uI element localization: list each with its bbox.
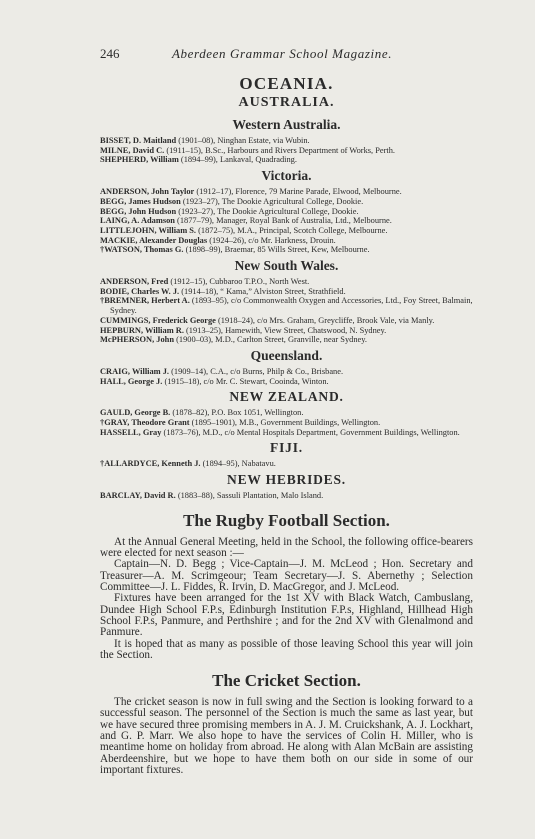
entry-details: (1901–08), Ninghan Estate, via Wubin. (176, 136, 310, 145)
entry-details: (1894–99), Lankaval, Quadrading. (178, 155, 297, 165)
entry-name: CUMMINGS, Frederick George (100, 315, 216, 325)
entry-list (100, 459, 473, 469)
list-item (100, 277, 473, 287)
group-heading: Western Australia. (232, 117, 341, 132)
entry-name: HASSELL, Gray (100, 427, 162, 437)
group-heading: FIJI. (270, 440, 303, 456)
list-item (100, 377, 473, 387)
journal-title: Aberdeen Grammar School Magazine. (172, 46, 393, 61)
rugby-section (100, 511, 473, 661)
rugby-paragraph: Fixtures have been arranged for the 1st XV with Black Watch, Cambuslang, Dundee High School F.P.s, Edinburgh Institution F.P.s, Highland, Hillhead High School F.P.s, Panmure, and Perthshire ; and for the 2nd XV with Glenalmond and Panmure. (100, 592, 473, 639)
entry-name: MILNE, David C. (100, 145, 165, 155)
entry-details: (1923–27), The Dookie Agricultural College, Dookie. (176, 206, 359, 216)
entry-list (100, 136, 473, 165)
list-item (100, 236, 473, 246)
entry-name: ANDERSON, Fred (100, 277, 169, 287)
entry-details: (1893–95), c/o Commonwealth Oxygen and Accessories, Ltd., Foy Street, Balmain, Sydney. (110, 296, 473, 316)
group-heading: NEW HEBRIDES. (227, 472, 346, 488)
entry-details: (1924–26), c/o Mr. Harkness, Drouin. (207, 235, 336, 245)
rugby-paragraph: At the Annual General Meeting, held in the School, the following office-bearers were elected for next season :— (100, 535, 473, 560)
list-item (100, 136, 473, 146)
group-heading: Queensland. (250, 347, 323, 363)
entry-name: BEGG, James Hudson (100, 196, 181, 206)
entry-details: (1873–76), M.D., c/o Mental Hospitals Department, Government Buildings, Wellington. (161, 427, 460, 437)
list-item (100, 408, 473, 418)
list-item (100, 197, 473, 207)
entry-list (100, 491, 473, 501)
entry-details: (1912–15), Cubbaroo T.P.O., North West. (168, 277, 310, 287)
list-item (100, 146, 473, 156)
group-heading: NEW ZEALAND. (229, 389, 344, 405)
entry-details: (1895–1901), M.B., Government Buildings, Wellington. (189, 418, 381, 428)
entry-details: (1872–75), M.A., Principal, Scotch College, Melbourne. (196, 225, 388, 235)
entry-details: (1900–03), M.D., Carlton Street, Granville, near Sydney. (174, 335, 367, 345)
address-groups (100, 116, 473, 501)
entry-name: BEGG, John Hudson (100, 206, 177, 216)
entry-list (100, 408, 473, 437)
entry-details: (1914–18), “ Kama,” Alviston Street, Strathfield. (179, 286, 346, 296)
cricket-paragraph: The cricket season is now in full swing and the Section is looking forward to a successful season. The personnel of the Section is much the same as last year, but we have secured three promising members in A. J. M. Cruickshank, A. J. Lockhart, and G. P. Marr. We also hope to have the services of Colin H. Miller, who is meantime home on holiday from abroad. He along with Alan McBain are assisting Aberdeenshire, but we hope to have them both on our side in some of our important fixtures. (100, 696, 473, 776)
entry-name: ANDERSON, John Taylor (100, 187, 195, 197)
list-item (100, 326, 473, 336)
entry-name: BISSET, D. Maitland (100, 136, 177, 145)
entry-name: MACKIE, Alexander Douglas (100, 235, 208, 245)
entry-details: (1913–25), Hamewith, View Street, Chatswood, N. Sydney. (183, 325, 387, 335)
list-item (100, 207, 473, 217)
entry-details: (1923–27), The Dookie Agricultural College, Dookie. (180, 196, 364, 206)
entry-name: CRAIG, William J. (100, 366, 170, 376)
list-item (100, 418, 473, 428)
rugby-paragraph: It is hoped that as many as possible of those leaving School this year will join the Section. (100, 637, 473, 661)
entry-details: (1911–15), B.Sc., Harbours and Rivers Department of Works, Perth. (164, 145, 395, 155)
list-item (100, 335, 473, 345)
entry-name: HALL, George J. (100, 376, 163, 386)
entry-details: (1909–14), C.A., c/o Burns, Philp & Co., Brisbane. (169, 366, 344, 376)
country-heading: AUSTRALIA. (238, 95, 335, 110)
list-item (100, 287, 473, 297)
entry-name: LITTLEJOHN, William S. (100, 225, 197, 235)
group-heading: Victoria. (261, 168, 312, 184)
list-item (100, 428, 473, 438)
list-item (100, 316, 473, 326)
page-number: 246 (100, 46, 120, 61)
rugby-paragraph: Captain—N. D. Begg ; Vice-Captain—J. M. McLeod ; Hon. Secretary and Treasurer—A. M. Scrimgeour; Team Secretary—J. S. Abernethy ; Selection Committee—J. L. Fiddes, R. Irvin, D. MacGregor, and J. McLeod. (100, 558, 473, 594)
entry-list (100, 277, 473, 345)
entry-name: SHEPHERD, William (100, 155, 179, 165)
list-item (100, 491, 473, 501)
running-head (100, 46, 473, 62)
list-item (100, 155, 473, 165)
entry-name: BODIE, Charles W. J. (100, 286, 180, 296)
entry-list (100, 187, 473, 255)
cricket-section (100, 671, 473, 776)
cricket-section-title: The Cricket Section. (212, 671, 361, 691)
list-item (100, 187, 473, 197)
entry-details: (1898–99), Braemar, 85 Wills Street, Kew, Melbourne. (183, 245, 370, 255)
list-item (100, 296, 473, 315)
list-item (100, 459, 473, 469)
list-item (100, 367, 473, 377)
region-heading: OCEANIA. (239, 74, 334, 93)
list-item (100, 226, 473, 236)
entry-name: HEPBURN, William R. (100, 325, 184, 335)
list-item (100, 245, 473, 255)
entry-name: †ALLARDYCE, Kenneth J. (100, 459, 201, 469)
entry-details: (1912–17), Florence, 79 Marine Parade, Elwood, Melbourne. (194, 187, 402, 197)
entry-name: †GRAY, Theodore Grant (100, 418, 190, 428)
entry-details: (1918–24), c/o Mrs. Graham, Greycliffe, Brook Vale, via Manly. (215, 315, 435, 325)
entry-details: (1894–95), Nabatavu. (200, 459, 276, 469)
entry-name: GAULD, George B. (100, 408, 171, 418)
entry-name: †BREMNER, Herbert A. (100, 296, 190, 306)
entry-name: †WATSON, Thomas G. (100, 245, 184, 255)
entry-name: LAING, A. Adamson (100, 216, 175, 226)
list-item (100, 216, 473, 226)
entry-details: (1878–82), P.O. Box 1051, Wellington. (170, 408, 304, 418)
entry-details: (1915–18), c/o Mr. C. Stewart, Cooinda, Winton. (162, 376, 329, 386)
entry-details: (1883–88), Sassuli Plantation, Malo Island. (175, 491, 324, 501)
group-heading: New South Wales. (234, 258, 339, 274)
entry-list (100, 367, 473, 386)
entry-name: McPHERSON, John (100, 335, 174, 345)
entry-details: (1877–79), Manager, Royal Bank of Australia, Ltd., Melbourne. (174, 216, 392, 226)
rugby-section-title: The Rugby Football Section. (183, 510, 390, 530)
entry-name: BARCLAY, David R. (100, 491, 176, 501)
